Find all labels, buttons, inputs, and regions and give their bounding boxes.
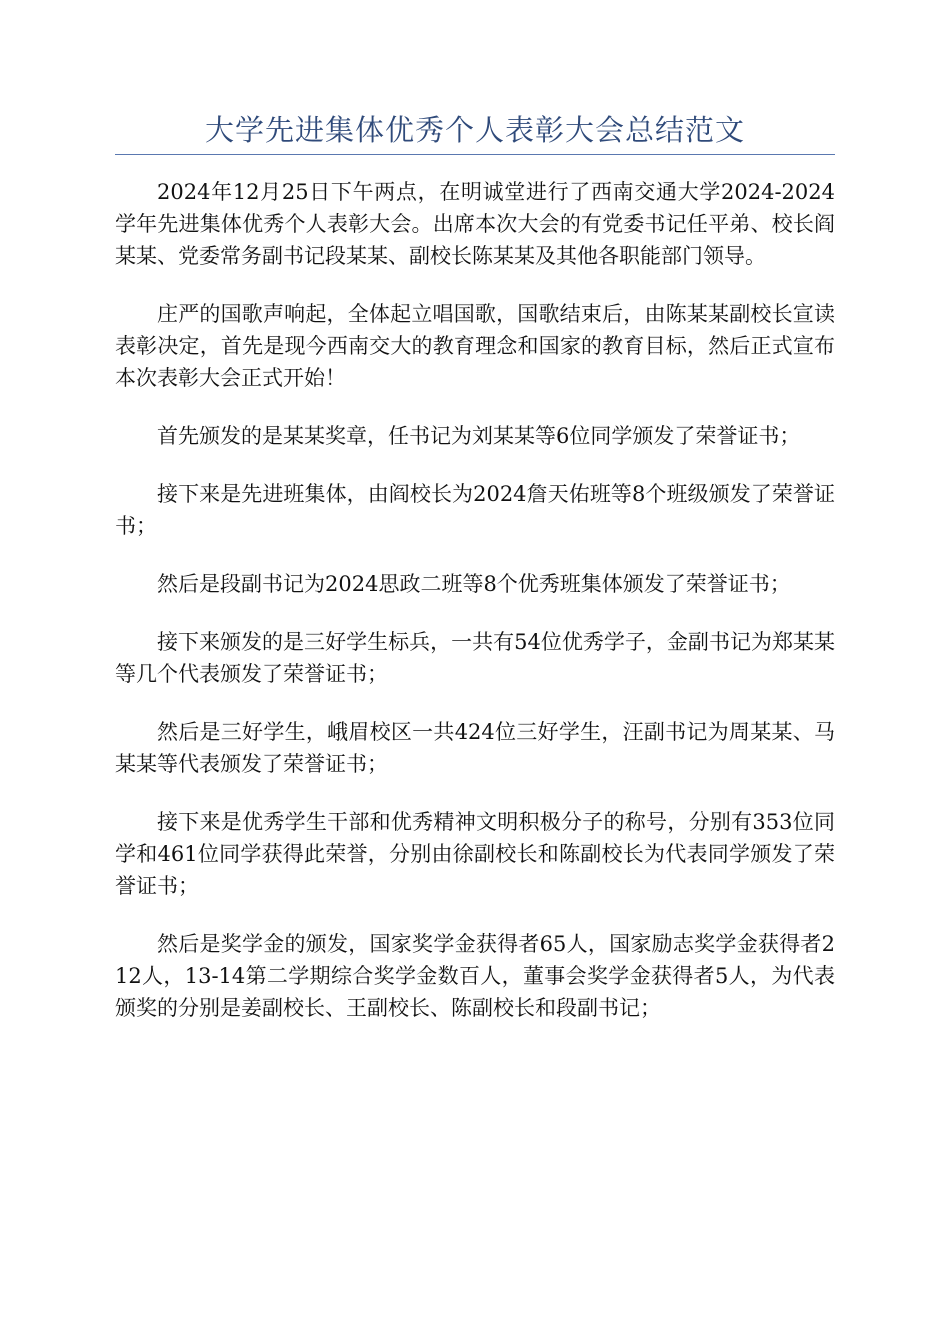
paragraph-2: 庄严的国歌声响起，全体起立唱国歌，国歌结束后，由陈某某副校长宣读表彰决定，首先是现今西南交大的教育理念和国家的教育目标，然后正式宣布本次表彰大会正式开始！ [115, 302, 835, 390]
paragraph-3: 首先颁发的是某某奖章，任书记为刘某某等6位同学颁发了荣誉证书； [157, 424, 801, 448]
paragraph-9: 然后是奖学金的颁发，国家奖学金获得者65人，国家励志奖学金获得者212人，13-14第二学期综合奖学金数百人，董事会奖学金获得者5人，为代表颁奖的分别是姜副校长、王副校长、陈副校长和段副书记； [115, 932, 835, 1020]
paragraph-8: 接下来是优秀学生干部和优秀精神文明积极分子的称号，分别有353位同学和461位同学获得此荣誉，分别由徐副校长和陈副校长为代表同学颁发了荣誉证书； [115, 810, 835, 898]
paragraph-6: 接下来颁发的是三好学生标兵，一共有54位优秀学子，金副书记为郑某某等几个代表颁发了荣誉证书； [115, 630, 835, 686]
title-underline [115, 154, 835, 155]
paragraph-4: 接下来是先进班集体，由阎校长为2024詹天佑班等8个班级颁发了荣誉证书； [115, 482, 835, 538]
document-body [115, 176, 835, 1050]
document-title: 大学先进集体优秀个人表彰大会总结范文 [204, 113, 745, 147]
paragraph-7: 然后是三好学生，峨眉校区一共424位三好学生，汪副书记为周某某、马某某等代表颁发了荣誉证书； [115, 720, 835, 776]
paragraph-1: 2024年12月25日下午两点，在明诚堂进行了西南交通大学2024-2024学年先进集体优秀个人表彰大会。出席本次大会的有党委书记任平弟、校长阎某某、党委常务副书记段某某、副校长陈某某及其他各职能部门领导。 [115, 180, 835, 268]
paragraph-5: 然后是段副书记为2024思政二班等8个优秀班集体颁发了荣誉证书； [157, 572, 791, 596]
